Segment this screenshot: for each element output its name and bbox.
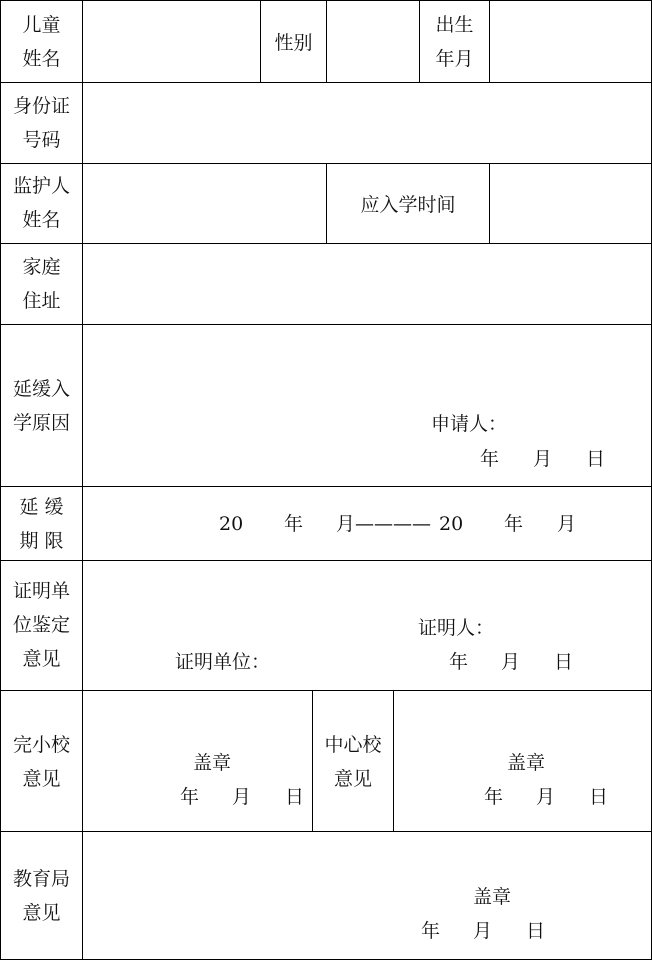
enroll-time-field[interactable]	[490, 164, 651, 243]
primary-date-month: 月	[232, 786, 252, 808]
period-start-year: 年	[284, 513, 304, 535]
cert-opinion-field[interactable]	[83, 561, 651, 611]
gender-label: 性别	[274, 32, 313, 54]
reason-label-line2: 学原因	[12, 412, 70, 434]
birth-label	[420, 8, 489, 76]
primary-seal: 盖章	[193, 752, 232, 774]
id-number-field[interactable]	[83, 83, 651, 163]
cert-label-line3: 意见	[22, 648, 61, 670]
cert-label-line2: 位鉴定	[12, 614, 70, 636]
child-name-label-line1: 儿童	[22, 14, 61, 36]
bureau-date-day: 日	[526, 920, 546, 942]
bureau-date-month: 月	[473, 920, 493, 942]
birth-field[interactable]	[490, 1, 651, 82]
guardian-label-line1: 监护人	[12, 175, 70, 197]
central-seal: 盖章	[507, 752, 546, 774]
bureau-date-year: 年	[421, 920, 441, 942]
period-label-line2: 期 限	[19, 530, 64, 552]
address-field[interactable]	[83, 244, 651, 324]
address-label-line1: 家庭	[22, 256, 61, 278]
grid-line	[0, 690, 652, 691]
period-month-dash: 月————	[336, 513, 432, 535]
enroll-time-label: 应入学时间	[360, 194, 456, 216]
guardian-name-field[interactable]	[83, 164, 326, 243]
birth-label-line1: 出生	[435, 14, 474, 36]
certifier-label: 证明人：	[418, 617, 495, 639]
reason-field[interactable]	[83, 325, 651, 415]
grid-line	[0, 486, 652, 487]
cert-date-year: 年	[449, 651, 469, 673]
primary-label-line1: 完小校	[12, 734, 70, 756]
applicant-label: 申请人：	[431, 413, 508, 435]
period-label	[1, 490, 82, 558]
primary-date-year: 年	[180, 786, 200, 808]
child-name-label-line2: 姓名	[22, 48, 61, 70]
child-name-label	[1, 8, 82, 76]
bureau-label	[1, 862, 82, 930]
id-label-line1: 身份证	[12, 95, 70, 117]
address-label-line2: 住址	[22, 290, 61, 312]
period-end-year: 年	[504, 513, 524, 535]
reason-label	[1, 372, 82, 440]
bureau-seal: 盖章	[473, 886, 512, 908]
reason-date-month: 月	[533, 448, 553, 470]
reason-date-day: 日	[586, 448, 606, 470]
primary-school-label	[1, 728, 82, 796]
bureau-label-line2: 意见	[22, 902, 61, 924]
central-date-year: 年	[484, 786, 504, 808]
reason-date-year: 年	[480, 448, 500, 470]
grid-line	[393, 690, 394, 831]
period-label-line1: 延 缓	[19, 496, 64, 518]
id-number-label	[1, 89, 82, 157]
central-date-month: 月	[536, 786, 556, 808]
guardian-label	[1, 169, 82, 237]
period-end-prefix: 20	[439, 513, 464, 535]
central-date-day: 日	[589, 786, 609, 808]
cert-label-line1: 证明单	[12, 580, 70, 602]
id-label-line2: 号码	[22, 129, 61, 151]
central-school-label	[313, 728, 393, 796]
central-label-line2: 意见	[333, 768, 372, 790]
cert-date-day: 日	[554, 651, 574, 673]
period-start-prefix: 20	[219, 513, 244, 535]
gender-field[interactable]	[327, 1, 419, 82]
cert-unit-label: 证明单位：	[175, 651, 271, 673]
bureau-label-line1: 教育局	[12, 868, 70, 890]
grid-line	[0, 831, 652, 832]
address-label	[1, 250, 82, 318]
primary-date-day: 日	[285, 786, 305, 808]
reason-label-line1: 延缓入	[12, 378, 70, 400]
birth-label-line2: 年月	[435, 48, 474, 70]
central-label-line1: 中心校	[324, 734, 382, 756]
cert-label	[1, 574, 82, 676]
guardian-label-line2: 姓名	[22, 209, 61, 231]
child-name-field[interactable]	[83, 1, 259, 82]
period-end-month: 月	[557, 513, 577, 535]
cert-date-month: 月	[501, 651, 521, 673]
primary-label-line2: 意见	[22, 768, 61, 790]
